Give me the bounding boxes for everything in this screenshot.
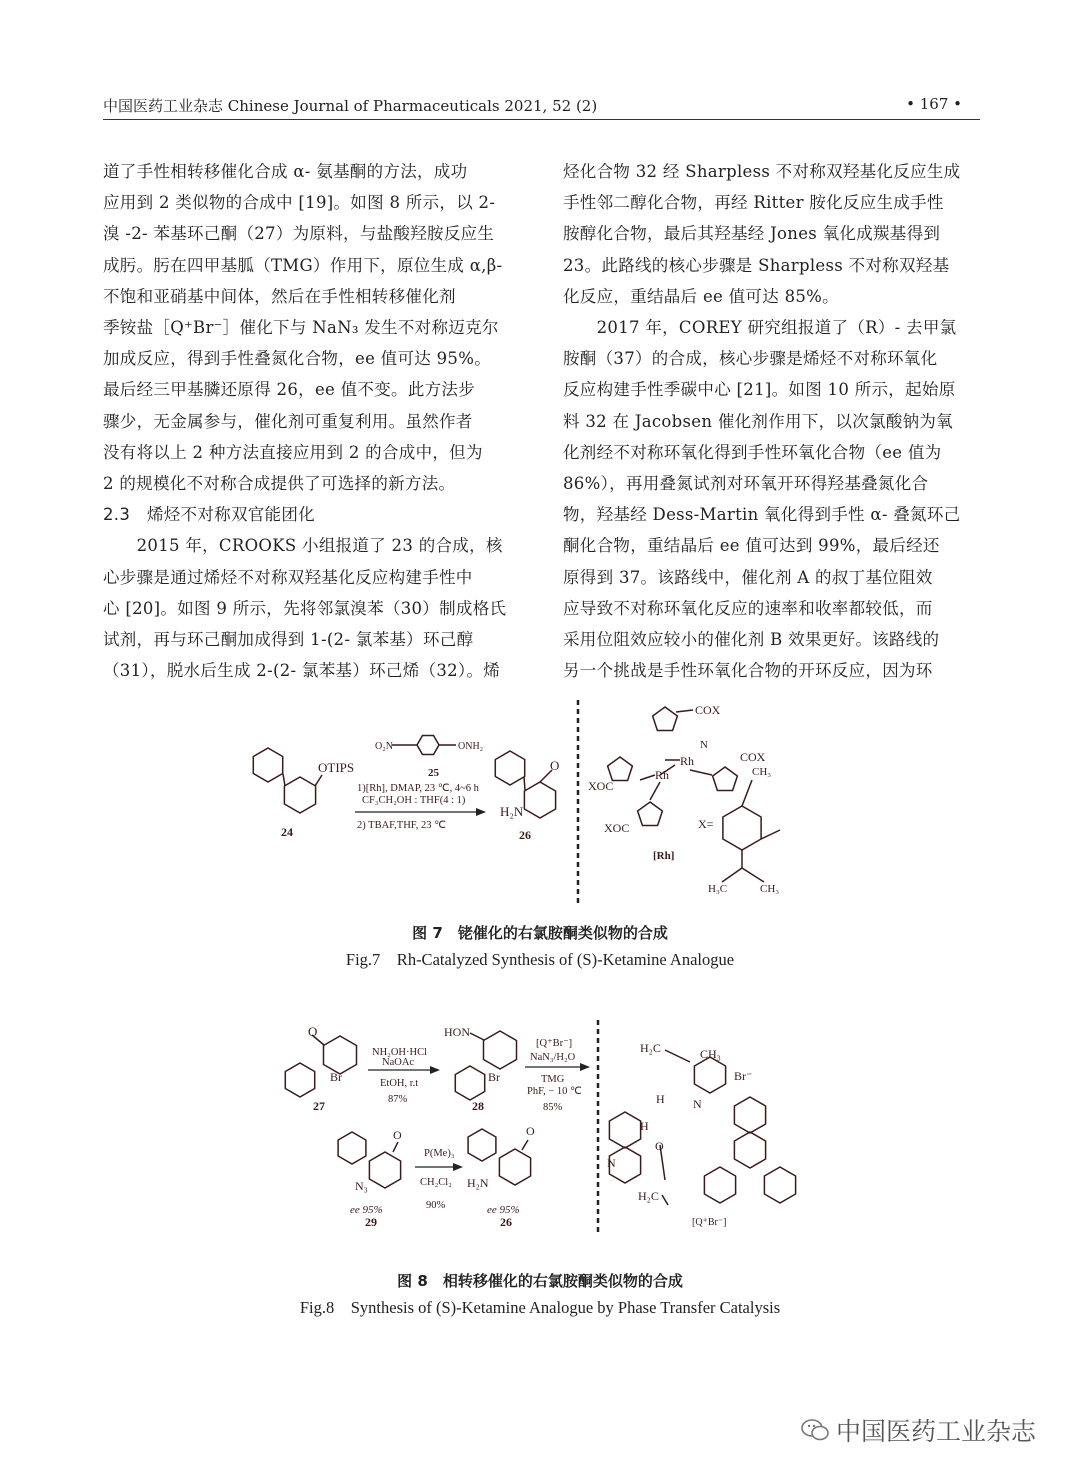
- bond: [722, 868, 742, 882]
- compound-29: 29: [365, 1215, 377, 1229]
- page-number: • 167 •: [906, 95, 962, 113]
- pyrrolidinone-ring: [638, 802, 663, 826]
- text-line: 2 的规模化不对称合成提供了可选择的新方法。: [103, 474, 456, 494]
- label-xoc-2: XOC: [604, 821, 630, 835]
- anthracene-ring: [734, 1097, 765, 1133]
- bond: [524, 777, 525, 790]
- compound-28: 28: [472, 1099, 484, 1113]
- text-line: 加成反应，得到手性叠氮化合物，ee 值可达 95%。: [103, 349, 491, 369]
- anthracene-ring: [704, 1167, 735, 1203]
- text-line: 溴 -2- 苯基环己酮（27）为原料，与盐酸羟胺反应生: [103, 224, 495, 244]
- bond: [393, 1142, 398, 1152]
- arrow-head: [580, 1063, 590, 1071]
- label-br-minus: Br⁻: [734, 1069, 753, 1083]
- figure-7-caption-cn: 图 7 铑催化的右氯胺酮类似物的合成: [412, 924, 668, 942]
- text-line: 没有将以上 2 种方法直接应用到 2 的合成中，但为: [103, 442, 483, 462]
- bond: [662, 1195, 668, 1205]
- text-line: 酮化合物，重结晶后 ee 值可达到 99%，最后经还: [563, 536, 940, 556]
- label-h2n: H₂N: [500, 804, 524, 819]
- quinoline-ring: [609, 1112, 640, 1148]
- phenyl-ring: [495, 751, 524, 785]
- quinuclidine-ring: [694, 1057, 725, 1093]
- text-line: 烃化合物 32 经 Sharpless 不对称双羟基化反应生成: [563, 162, 961, 181]
- label-h2c-2: H₂C: [638, 1189, 659, 1203]
- label-ch3-b: CH₃: [760, 883, 780, 895]
- arrow-head: [476, 808, 486, 816]
- cyclohexanone-ring: [369, 1152, 400, 1188]
- running-header: [103, 95, 980, 120]
- ee-26: ee 95%: [487, 1204, 520, 1216]
- compound-26: 26: [500, 1215, 512, 1229]
- label-br-28: Br: [488, 1070, 500, 1084]
- label-h3c: H₃C: [708, 883, 728, 895]
- text-line: 道了手性相转移催化合成 α- 氨基酮的方法，成功: [103, 162, 468, 181]
- condition-2: CF₃CH₂OH : THF(4 : 1): [362, 795, 466, 806]
- label-o-27: O: [308, 1024, 318, 1039]
- text-line: 23。此路线的核心步骤是 Sharpless 不对称双羟基: [563, 255, 950, 275]
- text-line: 物，羟基经 Dess-Martin 氧化得到手性 α- 叠氮环己: [563, 505, 961, 525]
- benzene-ring: [417, 736, 439, 755]
- bond: [742, 868, 764, 882]
- label-h2n: H₂N: [467, 1176, 489, 1190]
- compound-27: 27: [313, 1099, 325, 1113]
- watermark: [800, 1412, 1036, 1448]
- label-xoc-1: XOC: [588, 779, 614, 793]
- text-line: 应导致不对称环氧化反应的速率和收率都较低，而: [563, 598, 933, 618]
- label-o-29: O: [393, 1128, 402, 1142]
- yield-1: 87%: [388, 1094, 408, 1105]
- text-line: 试剂，再与环己酮加成得到 1-(2- 氯苯基）环己醇: [103, 630, 474, 650]
- bond: [283, 774, 285, 786]
- cyclohexanone-ring: [524, 782, 555, 818]
- reagent-2c: TMG: [541, 1074, 565, 1085]
- watermark-text: 中国医药工业杂志: [836, 1417, 1037, 1446]
- bond: [676, 710, 693, 712]
- phenyl-ring: [338, 1132, 366, 1164]
- label-ch3: CH₃: [700, 1047, 721, 1061]
- label-o-26: O: [526, 1124, 535, 1138]
- cyclohexene-ring: [284, 777, 315, 813]
- text-line: 成肟。肟在四甲基胍（TMG）作用下，原位生成 α,β-: [103, 255, 503, 275]
- text-line: 料 32 在 Jacobsen 催化剂作用下，以次氯酸钠为氧: [563, 411, 954, 431]
- pyrrolidinone-ring: [608, 757, 633, 781]
- bond: [640, 775, 655, 780]
- reagent-3a: P(Me)₃: [424, 1148, 455, 1159]
- figure-7-caption-en: Fig.7 Rh-Catalyzed Synthesis of (S)-Ketamine Analogue: [345, 950, 735, 969]
- bond: [761, 830, 780, 839]
- arrow-head: [453, 1163, 463, 1171]
- text-line: 原得到 37。该路线中，催化剂 A 的叔丁基位阻效: [563, 567, 933, 587]
- label-hon: HON: [444, 1025, 470, 1039]
- reagent-1b: NaOAc: [382, 1057, 415, 1068]
- figure-8-caption-cn: 图 8 相转移催化的右氯胺酮类似物的合成: [397, 1272, 683, 1290]
- reagent-2a: [Q⁺Br⁻]: [536, 1038, 573, 1049]
- bond: [690, 770, 712, 775]
- bond: [650, 782, 660, 800]
- cyclohexanone-ring: [499, 1149, 530, 1185]
- text-line: 最后经三甲基膦还原得 26，ee 值不变。此方法步: [103, 380, 476, 400]
- text-line: 手性邻二醇化合物，再经 Ritter 胺化反应生成手性: [563, 193, 944, 213]
- text-line: 心 [20]。如图 9 所示，先将邻氯溴苯（30）制成格氏: [103, 598, 507, 618]
- text-line: 反应构建手性季碳中心 [21]。如图 10 所示，起始原: [563, 380, 956, 400]
- text-line: 86%），再用叠氮试剂对环氧开环得羟基叠氮化合: [563, 474, 929, 494]
- text-line: 骤少，无金属参与，催化剂可重复利用。虽然作者: [103, 411, 473, 431]
- label-cox-1: COX: [695, 703, 721, 717]
- text-line: 不饱和亚硝基中间体，然后在手性相转移催化剂: [103, 286, 456, 306]
- text-line: 2015 年，CROOKS 小组报道了 23 的合成，核: [103, 536, 503, 556]
- bond: [470, 1033, 484, 1040]
- label-h-2: H: [640, 1119, 649, 1133]
- condition-1: 1)[Rh], DMAP, 23 ℃, 4~6 h: [357, 783, 479, 794]
- phenyl-ring: [253, 748, 282, 782]
- label-x-equals: X=: [698, 817, 714, 831]
- label-cox-2: COX: [740, 750, 766, 764]
- text-line: 另一个挑战是手性环氧化合物的开环反应，因为环: [563, 661, 933, 681]
- bond: [665, 1050, 690, 1062]
- reagent-2b: NaN₃/H₂O: [530, 1052, 576, 1063]
- text-line: 心步骤是通过烯烃不对称双羟基化反应构建手性中: [103, 567, 473, 587]
- right-column: [563, 156, 983, 686]
- label-rh-2: Rh: [655, 768, 670, 782]
- text-line: 胺酮（37）的合成，核心步骤是烯烃不对称环氧化: [563, 349, 938, 369]
- label-n: N: [700, 739, 708, 751]
- label-rh-1: Rh: [680, 754, 695, 768]
- label-h2c-1: H₂C: [640, 1041, 661, 1055]
- label-o-ether: O: [655, 1139, 664, 1153]
- reagent-3b: CH₂Cl₂: [420, 1177, 452, 1188]
- label-h-1: H: [656, 1092, 665, 1106]
- figure-8-caption-en: Fig.8 Synthesis of (S)-Ketamine Analogue by Phase Transfer Catalysis: [299, 1298, 781, 1317]
- text-line: 2017 年，COREY 研究组报道了（R）- 去甲氯: [563, 318, 957, 338]
- bond: [522, 1140, 528, 1150]
- label-q-br: [Q⁺Br⁻]: [692, 1217, 727, 1228]
- phenyl-ring: [468, 1129, 496, 1161]
- compound-24: 24: [281, 825, 293, 839]
- text-line: 化反应，重结晶后 ee 值可达 85%。: [563, 286, 839, 306]
- reagent-1c: EtOH, r.t: [380, 1078, 419, 1089]
- text-line: 化剂经不对称环氧化得到手性环氧化合物（ee 值为: [563, 442, 942, 462]
- label-rh-catalyst: [Rh]: [653, 850, 675, 862]
- cyclohexanone-ring: [324, 1036, 357, 1074]
- label-ch3-a: CH₃: [752, 766, 772, 778]
- journal-title: 中国医药工业杂志 Chinese Journal of Pharmaceuticals 2021, 52 (2): [103, 97, 598, 115]
- text-line: 季铵盐［Q⁺Br⁻］催化下与 NaN₃ 发生不对称迈克尔: [103, 318, 499, 338]
- text-line: 应用到 2 类似物的合成中 [19]。如图 8 所示，以 2-: [103, 193, 496, 213]
- yield-3: 90%: [426, 1200, 446, 1211]
- anthracene-ring: [764, 1167, 795, 1203]
- wechat-icon: [800, 1417, 830, 1443]
- text-line: （31），脱水后生成 2-(2- 氯苯基）环己烯（32）。烯: [103, 661, 501, 681]
- figure-8-scheme: [0, 1010, 1080, 1245]
- figure-7-scheme: [0, 695, 1080, 910]
- yield-2: 85%: [543, 1102, 563, 1113]
- cyclohexane-ring: [484, 1031, 517, 1069]
- label-n-plus: N: [693, 1097, 702, 1111]
- reagent-1a: NH₂OH·HCl: [372, 1047, 427, 1058]
- cyclohexane-ring: [723, 806, 761, 850]
- label-n-quinoline: N: [607, 1156, 616, 1170]
- reagent-2d: PhF, − 10 ℃: [527, 1086, 582, 1097]
- text-line: 胺醇化合物，最后其羟基经 Jones 氧化成羰基得到: [563, 224, 941, 244]
- compound-25: 25: [428, 767, 439, 779]
- phenyl-ring: [285, 1063, 314, 1097]
- label-br-27: Br: [330, 1070, 342, 1084]
- ee-29: ee 95%: [350, 1204, 383, 1216]
- pyrrolidinone-ring: [653, 707, 678, 731]
- label-o: O: [550, 758, 560, 773]
- label-otips: OTIPS: [318, 760, 355, 775]
- text-line: 采用位阻效应较小的催化剂 B 效果更好。该路线的: [563, 630, 940, 650]
- anthracene-ring: [734, 1132, 765, 1168]
- arrow-head: [430, 1066, 440, 1074]
- label-onh2: ONH₂: [458, 741, 484, 752]
- phenyl-ring: [455, 1066, 484, 1100]
- bond: [315, 775, 322, 786]
- label-o2n: O₂N: [375, 741, 393, 752]
- section-heading: 2.3 烯烃不对称双官能团化: [103, 505, 315, 525]
- left-column: [103, 156, 523, 686]
- condition-3: 2) TBAF,THF, 23 ℃: [357, 820, 446, 831]
- compound-26: 26: [519, 828, 531, 842]
- pyrrolidinone-ring: [713, 767, 738, 791]
- bond: [742, 780, 752, 806]
- label-n3: N₃: [355, 1179, 368, 1193]
